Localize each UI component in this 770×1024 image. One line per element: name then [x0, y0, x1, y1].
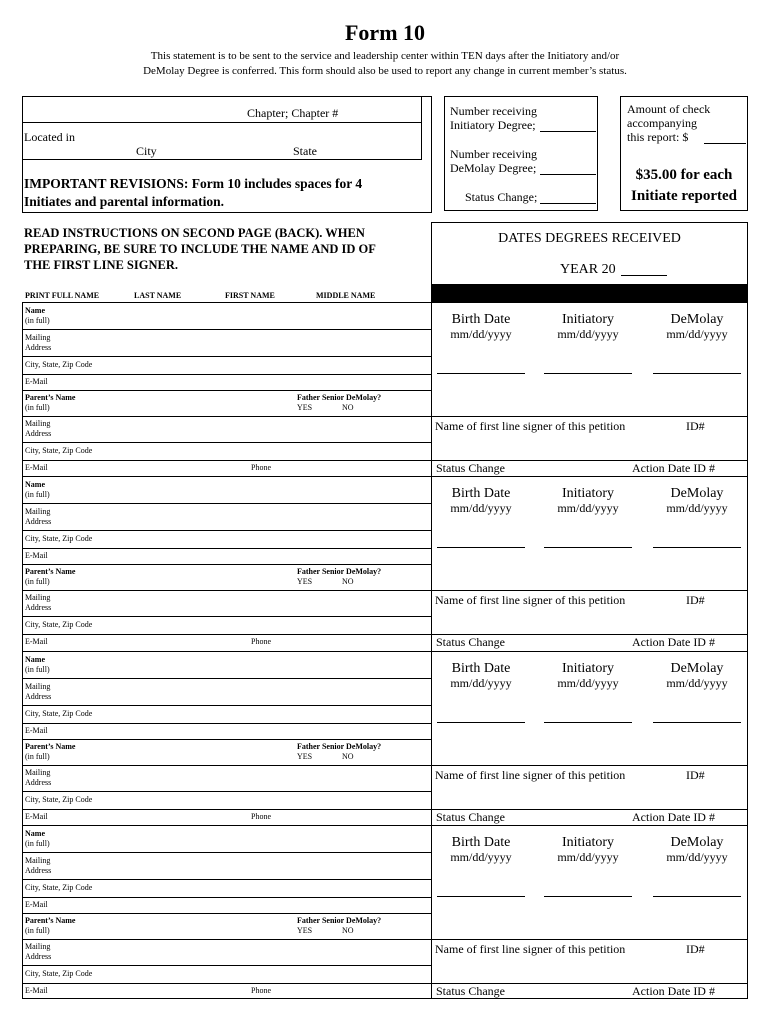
instructions-line3: THE FIRST LINE SIGNER.: [24, 258, 178, 272]
col-print-full-name: PRINT FULL NAME: [25, 291, 100, 300]
initiatory-heading: Initiatory: [561, 835, 615, 850]
no-option[interactable]: NO: [342, 926, 354, 935]
phone-label: Phone: [251, 812, 271, 821]
birth-date-heading: Birth Date: [451, 486, 511, 501]
amount-label2: accompanying: [627, 116, 697, 130]
field-line[interactable]: [22, 678, 431, 679]
parent-mailing-label: Mailing: [25, 942, 51, 951]
field-line[interactable]: [22, 442, 431, 443]
field-line[interactable]: [22, 879, 431, 880]
signer-id-label: ID#: [686, 419, 705, 433]
in-full-label: (in full): [25, 490, 50, 499]
city-state-zip-label: City, State, Zip Code: [25, 534, 93, 543]
initiatory-date-field[interactable]: [544, 722, 632, 723]
amount-label3: this report: $: [627, 130, 689, 144]
demolay-heading: DeMolay: [670, 486, 724, 501]
address-label: Address: [25, 343, 52, 352]
chapter-label: Chapter; Chapter #: [247, 106, 339, 120]
city-state-zip-label: City, State, Zip Code: [25, 883, 93, 892]
mailing-label: Mailing: [25, 507, 51, 516]
initiatory-format: mm/dd/yyyy: [557, 327, 619, 341]
name-label: Name: [25, 480, 45, 489]
address-label: Address: [25, 866, 52, 875]
parent-city-state-zip-label: City, State, Zip Code: [25, 969, 93, 978]
action-date-id-label: Action Date ID #: [632, 635, 715, 649]
field-line[interactable]: [22, 590, 431, 591]
field-line[interactable]: [22, 390, 431, 391]
demolay-count-label2: DeMolay Degree;: [450, 161, 537, 175]
demolay-format: mm/dd/yyyy: [666, 501, 728, 515]
in-full-label: (in full): [25, 665, 50, 674]
demolay-format: mm/dd/yyyy: [666, 327, 728, 341]
father-senior-label: Father Senior DeMolay?: [297, 567, 382, 576]
field-line[interactable]: [22, 374, 431, 375]
parents-name-label: Parent’s Name: [25, 567, 76, 576]
dates-black-bar: [431, 284, 748, 302]
first-line-signer-label: Name of first line signer of this petition: [435, 768, 626, 782]
city-state-zip-label: City, State, Zip Code: [25, 709, 93, 718]
col-first-name: FIRST NAME: [225, 291, 275, 300]
parents-name-label: Parent’s Name: [25, 742, 76, 751]
birth-date-date-field[interactable]: [437, 547, 525, 548]
yes-option[interactable]: YES: [297, 403, 313, 412]
field-line[interactable]: [22, 965, 431, 966]
initiatory-format: mm/dd/yyyy: [557, 850, 619, 864]
amount-label1: Amount of check: [627, 102, 711, 116]
field-line[interactable]: [22, 723, 431, 724]
signer-id-label: ID#: [686, 593, 705, 607]
action-date-id-label: Action Date ID #: [632, 810, 715, 824]
in-full-label: (in full): [25, 839, 50, 848]
birth-date-heading: Birth Date: [451, 661, 511, 676]
email-label: E-Mail: [25, 551, 48, 560]
yes-option[interactable]: YES: [297, 577, 313, 586]
parent-mailing-label: Mailing: [25, 768, 51, 777]
birth-date-format: mm/dd/yyyy: [450, 850, 512, 864]
demolay-heading: DeMolay: [670, 835, 724, 850]
parents-in-full-label: (in full): [25, 577, 50, 586]
signer-id-label: ID#: [686, 768, 705, 782]
field-line[interactable]: [22, 460, 431, 461]
demolay-date-field[interactable]: [653, 722, 741, 723]
located-in-label: Located in: [24, 130, 75, 144]
field-line[interactable]: [22, 503, 431, 504]
parent-email-label: E-Mail: [25, 637, 48, 646]
field-line[interactable]: [22, 548, 431, 549]
state-label: State: [293, 144, 317, 158]
parents-in-full-label: (in full): [25, 403, 50, 412]
initiatory-date-field[interactable]: [544, 896, 632, 897]
col-middle-name: MIDDLE NAME: [316, 291, 376, 300]
demolay-count-field[interactable]: [540, 174, 596, 175]
field-line[interactable]: [22, 765, 431, 766]
signer-divider: [431, 939, 748, 940]
field-line[interactable]: [22, 634, 431, 635]
field-line[interactable]: [22, 983, 431, 984]
initiatory-heading: Initiatory: [561, 486, 615, 501]
mailing-label: Mailing: [25, 682, 51, 691]
field-line[interactable]: [22, 416, 431, 417]
yes-option[interactable]: YES: [297, 926, 313, 935]
no-option[interactable]: NO: [342, 577, 354, 586]
birth-date-heading: Birth Date: [451, 312, 511, 327]
demolay-date-field[interactable]: [653, 547, 741, 548]
demolay-date-field[interactable]: [653, 373, 741, 374]
parent-address-label: Address: [25, 778, 52, 787]
name-label: Name: [25, 306, 45, 315]
phone-label: Phone: [251, 463, 271, 472]
parent-address-label: Address: [25, 603, 52, 612]
demolay-date-field[interactable]: [653, 896, 741, 897]
parent-email-label: E-Mail: [25, 463, 48, 472]
initiatory-format: mm/dd/yyyy: [557, 501, 619, 515]
revisions-line1: IMPORTANT REVISIONS: Form 10 includes spaces for 4: [24, 176, 363, 191]
intro-text-line1: This statement is to be sent to the service and leadership center within TEN days after the Initiatory and/or: [150, 50, 620, 62]
no-option[interactable]: NO: [342, 752, 354, 761]
page-title: Form 10: [344, 20, 426, 45]
email-label: E-Mail: [25, 377, 48, 386]
field-line[interactable]: [22, 809, 431, 810]
instructions-line2: PREPARING, BE SURE TO INCLUDE THE NAME AND ID OF: [24, 242, 376, 256]
parents-name-label: Parent’s Name: [25, 393, 76, 402]
mailing-label: Mailing: [25, 856, 51, 865]
amount-field[interactable]: [704, 143, 746, 144]
year-field[interactable]: [621, 275, 667, 276]
birth-date-format: mm/dd/yyyy: [450, 676, 512, 690]
initiatory-count-field[interactable]: [540, 131, 596, 132]
email-label: E-Mail: [25, 900, 48, 909]
field-line[interactable]: [22, 913, 431, 914]
father-senior-label: Father Senior DeMolay?: [297, 393, 382, 402]
signer-divider: [431, 765, 748, 766]
chapter-inner-box: [22, 96, 422, 160]
initiatory-format: mm/dd/yyyy: [557, 676, 619, 690]
email-label: E-Mail: [25, 726, 48, 735]
status-change-label: Status Change: [436, 984, 505, 998]
initiatory-count-label1: Number receiving: [450, 104, 537, 118]
demolay-format: mm/dd/yyyy: [666, 850, 728, 864]
status-change-count-label: Status Change;: [465, 190, 538, 204]
action-date-id-label: Action Date ID #: [632, 461, 715, 475]
birth-date-date-field[interactable]: [437, 722, 525, 723]
city-state-zip-label: City, State, Zip Code: [25, 360, 93, 369]
revisions-line2: Initiates and parental information.: [24, 194, 225, 209]
entry-separator: [22, 651, 748, 652]
parents-name-label: Parent’s Name: [25, 916, 76, 925]
parent-email-label: E-Mail: [25, 812, 48, 821]
field-line[interactable]: [22, 705, 431, 706]
parent-city-state-zip-label: City, State, Zip Code: [25, 620, 93, 629]
field-line[interactable]: [22, 356, 431, 357]
year-label: YEAR 20: [560, 262, 616, 277]
demolay-heading: DeMolay: [670, 661, 724, 676]
birth-date-format: mm/dd/yyyy: [450, 327, 512, 341]
intro-text-line2: DeMolay Degree is conferred. This form should also be used to report any change in current member’s status.: [143, 65, 627, 77]
entry-separator: [22, 476, 748, 477]
demolay-format: mm/dd/yyyy: [666, 676, 728, 690]
parents-in-full-label: (in full): [25, 752, 50, 761]
initiatory-date-field[interactable]: [544, 547, 632, 548]
phone-label: Phone: [251, 986, 271, 995]
no-option[interactable]: NO: [342, 403, 354, 412]
in-full-label: (in full): [25, 316, 50, 325]
parent-mailing-label: Mailing: [25, 593, 51, 602]
field-line[interactable]: [22, 329, 431, 330]
birth-date-format: mm/dd/yyyy: [450, 501, 512, 515]
parents-in-full-label: (in full): [25, 926, 50, 935]
address-label: Address: [25, 692, 52, 701]
name-label: Name: [25, 655, 45, 664]
first-line-signer-label: Name of first line signer of this petition: [435, 419, 626, 433]
initiatory-heading: Initiatory: [561, 312, 615, 327]
status-change-label: Status Change: [436, 461, 505, 475]
parent-city-state-zip-label: City, State, Zip Code: [25, 446, 93, 455]
field-line[interactable]: [22, 791, 431, 792]
instructions-line1: READ INSTRUCTIONS ON SECOND PAGE (BACK). WHEN: [24, 226, 365, 240]
first-line-signer-label: Name of first line signer of this petition: [435, 593, 626, 607]
parent-mailing-label: Mailing: [25, 419, 51, 428]
signer-id-label: ID#: [686, 942, 705, 956]
signer-divider: [431, 590, 748, 591]
status-change-label: Status Change: [436, 635, 505, 649]
parent-address-label: Address: [25, 429, 52, 438]
col-last-name: LAST NAME: [134, 291, 182, 300]
field-line[interactable]: [22, 939, 431, 940]
status-change-label: Status Change: [436, 810, 505, 824]
initiatory-heading: Initiatory: [561, 661, 615, 676]
parent-city-state-zip-label: City, State, Zip Code: [25, 795, 93, 804]
action-date-id-label: Action Date ID #: [632, 984, 715, 998]
phone-label: Phone: [251, 637, 271, 646]
birth-date-heading: Birth Date: [451, 835, 511, 850]
fee-line2: Initiate reported: [631, 188, 737, 204]
dates-title: DATES DEGREES RECEIVED: [498, 231, 681, 246]
yes-option[interactable]: YES: [297, 752, 313, 761]
father-senior-label: Father Senior DeMolay?: [297, 742, 382, 751]
name-label: Name: [25, 829, 45, 838]
field-line[interactable]: [22, 852, 431, 853]
demolay-heading: DeMolay: [670, 312, 724, 327]
city-label: City: [136, 144, 157, 158]
birth-date-date-field[interactable]: [437, 373, 525, 374]
parent-email-label: E-Mail: [25, 986, 48, 995]
mailing-label: Mailing: [25, 333, 51, 342]
demolay-count-label1: Number receiving: [450, 147, 537, 161]
entry-separator: [22, 825, 748, 826]
field-line[interactable]: [22, 897, 431, 898]
parent-address-label: Address: [25, 952, 52, 961]
initiatory-count-label2: Initiatory Degree;: [450, 118, 536, 132]
birth-date-date-field[interactable]: [437, 896, 525, 897]
first-line-signer-label: Name of first line signer of this petition: [435, 942, 626, 956]
fee-line1: $35.00 for each: [635, 167, 733, 183]
field-line[interactable]: [22, 616, 431, 617]
initiatory-date-field[interactable]: [544, 373, 632, 374]
address-label: Address: [25, 517, 52, 526]
field-line[interactable]: [22, 530, 431, 531]
field-line[interactable]: [22, 564, 431, 565]
signer-divider: [431, 416, 748, 417]
field-line[interactable]: [22, 739, 431, 740]
father-senior-label: Father Senior DeMolay?: [297, 916, 382, 925]
status-change-count-field[interactable]: [540, 203, 596, 204]
